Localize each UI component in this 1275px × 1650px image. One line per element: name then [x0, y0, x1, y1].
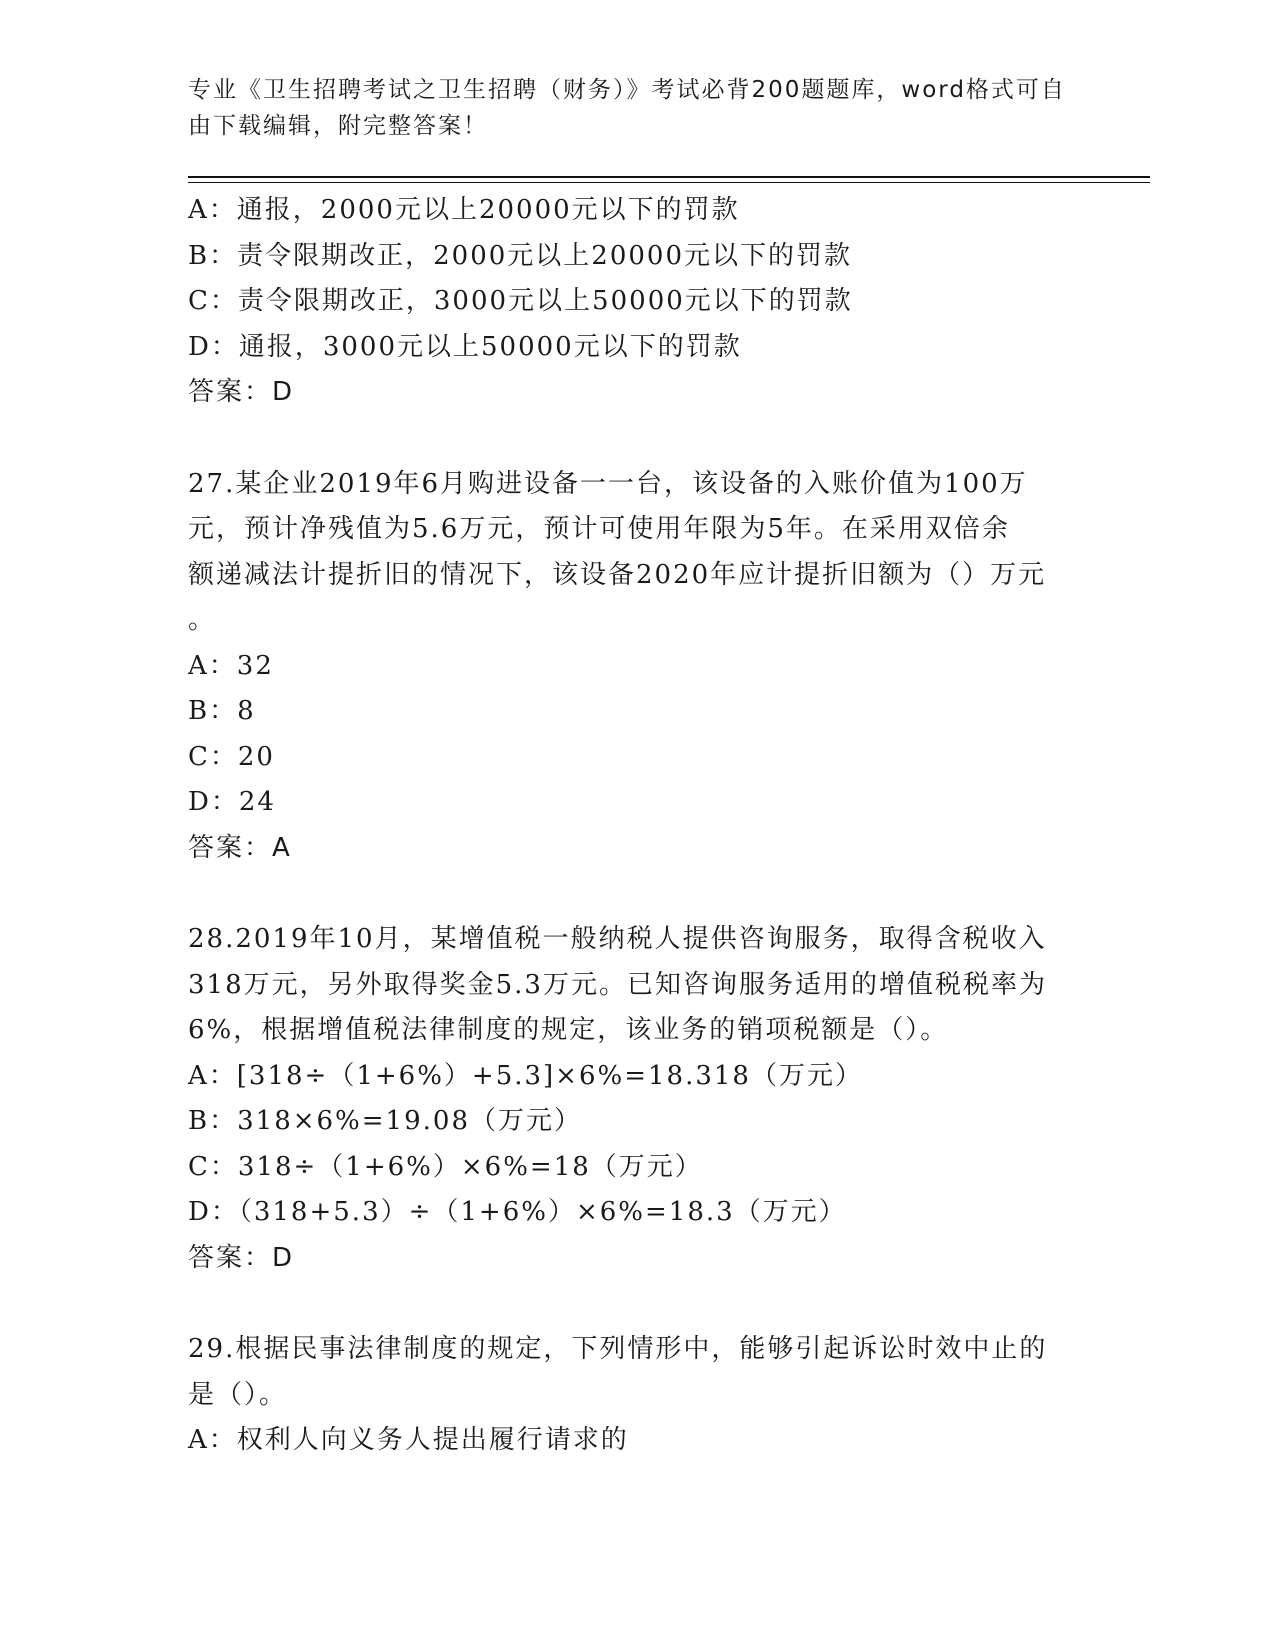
answer-line: 答案：D — [188, 1242, 295, 1273]
option-a: A：通报，2000元以上20000元以下的罚款 — [188, 195, 740, 225]
option-d: D：24 — [188, 787, 276, 817]
header-divider-thin — [188, 182, 1150, 183]
question-28 — [188, 917, 1088, 1281]
header-divider-thick — [188, 176, 1150, 178]
spacer — [188, 416, 1088, 462]
header-line-1: 专业《卫生招聘考试之卫生招聘（财务）》考试必背200题题库，word格式可自 — [188, 77, 1066, 103]
question-content — [188, 188, 1088, 1464]
answer-line: 答案：D — [188, 377, 295, 407]
option-a: A：权利人向义务人提出履行请求的 — [188, 1425, 629, 1455]
question-stem-line: 是（）。 — [188, 1379, 288, 1410]
question-stem-line: 318万元，另外取得奖金5.3万元。已知咨询服务适用的增值税税率为 — [188, 969, 1047, 1000]
header-line-2: 由下载编辑，附完整答案！ — [188, 113, 488, 139]
document-header — [188, 72, 1068, 144]
option-d: D：（318+5.3）÷（1+6%）×6%=18.3（万元） — [188, 1197, 847, 1227]
answer-line: 答案：A — [188, 832, 292, 863]
spacer — [188, 1281, 1088, 1327]
option-b: B：8 — [188, 696, 256, 726]
option-c: C：责令限期改正，3000元以上50000元以下的罚款 — [188, 286, 853, 316]
question-stem-line: 29.根据民事法律制度的规定，下列情形中，能够引起诉讼时效中止的 — [188, 1334, 1048, 1364]
option-c: C：20 — [188, 741, 275, 772]
spacer — [188, 871, 1088, 917]
option-a: A：[318÷（1+6%）+5.3]×6%=18.318（万元） — [188, 1060, 863, 1091]
question-stem-line: 27.某企业2019年6月购进设备一一台，该设备的入账价值为100万 — [188, 468, 1028, 499]
question-27 — [188, 462, 1088, 872]
option-c: C：318÷（1+6%）×6%=18（万元） — [188, 1151, 703, 1182]
question-stem-line: 6%，根据增值税法律制度的规定，该业务的销项税额是（）。 — [188, 1015, 949, 1045]
option-b: B：318×6%=19.08（万元） — [188, 1106, 582, 1136]
question-stem-line: 28.2019年10月，某增值税一般纳税人提供咨询服务，取得含税收入 — [188, 924, 1047, 954]
option-d: D：通报，3000元以上50000元以下的罚款 — [188, 331, 742, 362]
option-a: A：32 — [188, 650, 274, 681]
question-29 — [188, 1327, 1088, 1464]
question-stem-line: 。 — [188, 605, 217, 635]
question-stem-line: 额递减法计提折旧的情况下，该设备2020年应计提折旧额为（）万元 — [188, 559, 1047, 590]
question-26 — [188, 188, 1088, 416]
question-stem-line: 元，预计净残值为5.6万元，预计可使用年限为5年。在采用双倍余 — [188, 514, 1010, 544]
option-b: B：责令限期改正，2000元以上20000元以下的罚款 — [188, 240, 852, 271]
